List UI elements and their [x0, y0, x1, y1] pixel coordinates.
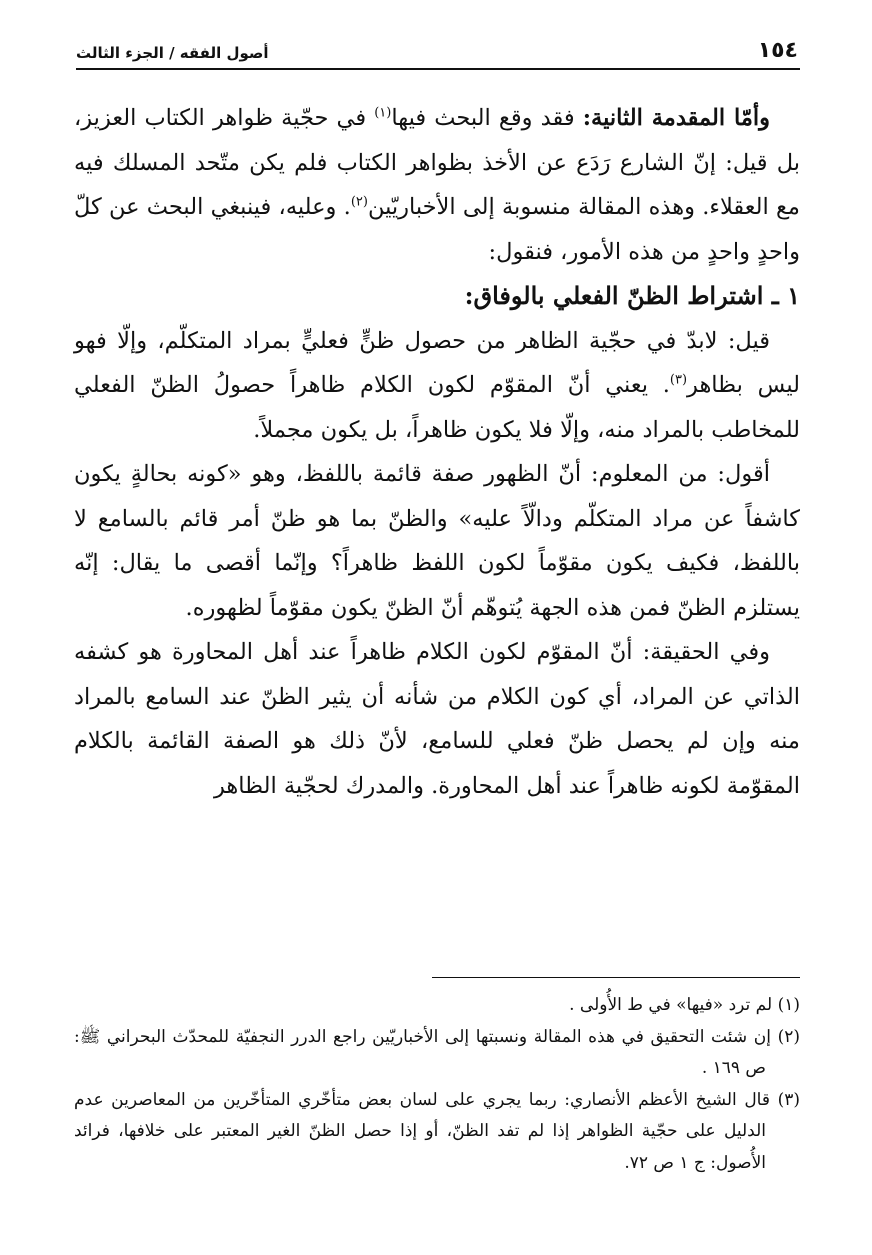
main-text — [74, 96, 800, 808]
paragraph-2-text-a: قيل: لابدّ في حجّية الظاهر من حصول ظنٍّ فعليٍّ بمراد المتكلّم، وإلّا فهو ليس بظاهر — [74, 327, 800, 398]
paragraph-2-text-b: . يعني أنّ المقوّم لكون الكلام ظاهراً حصولُ الظنّ الفعلي للمخاطب بالمراد منه، وإلّا فلا يكون ظاهراً، بل يكون مجملاً. — [74, 372, 800, 443]
paragraph-4: وفي الحقيقة: أنّ المقوّم لكون الكلام ظاهراً عند أهل المحاورة هو كشفه الذاتي عن المراد، أي كون الكلام من شأنه أن يثير الظنّ عند السامع بالمراد منه وإن لم يحصل ظنّ فعلي للسامع، لأنّ ذلك هو الصفة القائمة بالكلام المقوّمة لكونه ظاهراً عند أهل المحاورة. والمدرك لحجّية الظاهر — [74, 639, 800, 799]
paragraph-1-lead: وأمّا المقدمة الثانية: — [582, 105, 770, 131]
paragraph-1-text-c: . وعليه، فينبغي البحث عن كلّ واحدٍ واحدٍ من هذه الأمور، فنقول: — [74, 194, 800, 265]
header-rule — [76, 68, 800, 70]
paragraph-1-text-a: فقد وقع البحث فيها — [391, 105, 583, 131]
paragraph-1-text-b: في حجّية ظواهر الكتاب العزيز، بل قيل: إنّ الشارع رَدَع عن الأخذ بظواهر الكتاب فلم يكن متّحد المسلك فيه مع العقلاء. وهذه المقالة منسوبة إلى الأخباريّين — [74, 105, 800, 220]
footnote-ref-3: (٣) — [669, 372, 688, 388]
footnote-rule — [432, 977, 800, 978]
footnotes — [74, 990, 800, 1179]
section-heading: ١ ـ اشتراط الظنّ الفعلي بالوفاق: — [464, 281, 800, 310]
footnote-3: (٣) قال الشيخ الأعظم الأنصاري: ربما يجري على لسان بعض متأخّري المتأخّرين من المعاصرين عدم الدليل على حجّية الظواهر إذا لم تفد الظنّ، أو إذا حصل الظنّ الغير المعتبر على خلافها، فرائد الأُصول: ج ١ ص ٧٢. — [74, 1089, 800, 1173]
page-number: ١٥٤ — [757, 38, 798, 63]
footnote-2: (٢) إن شئت التحقيق في هذه المقالة ونسبتها إلى الأخباريّين راجع الدرر النجفيّة للمحدّث البحراني ﷺ: ص ١٦٩ . — [74, 1026, 800, 1078]
footnote-ref-1: (١) — [374, 105, 392, 121]
paragraph-1 — [74, 96, 800, 274]
paragraph-2 — [74, 319, 800, 453]
paragraph-3: أقول: من المعلوم: أنّ الظهور صفة قائمة باللفظ، وهو «كونه بحالةٍ يكون كاشفاً عن مراد المتكلّم ودالّاً عليه» والظنّ بما هو ظنّ أمر قائم بالسامع لا باللفظ، فكيف يكون مقوّماً لكون اللفظ ظاهراً؟ وإنّما أقصى ما يقال: إنّه يستلزم الظنّ فمن هذه الجهة يُتوهّم أنّ الظنّ يكون مقوّماً لظهوره. — [74, 461, 800, 621]
running-title: أصول الفقه / الجزء الثالث — [76, 44, 269, 62]
footnote-ref-2: (٢) — [350, 194, 368, 210]
page-header — [76, 38, 800, 72]
footnote-1: (١) لم ترد «فيها» في ط الأُولى . — [569, 995, 800, 1015]
